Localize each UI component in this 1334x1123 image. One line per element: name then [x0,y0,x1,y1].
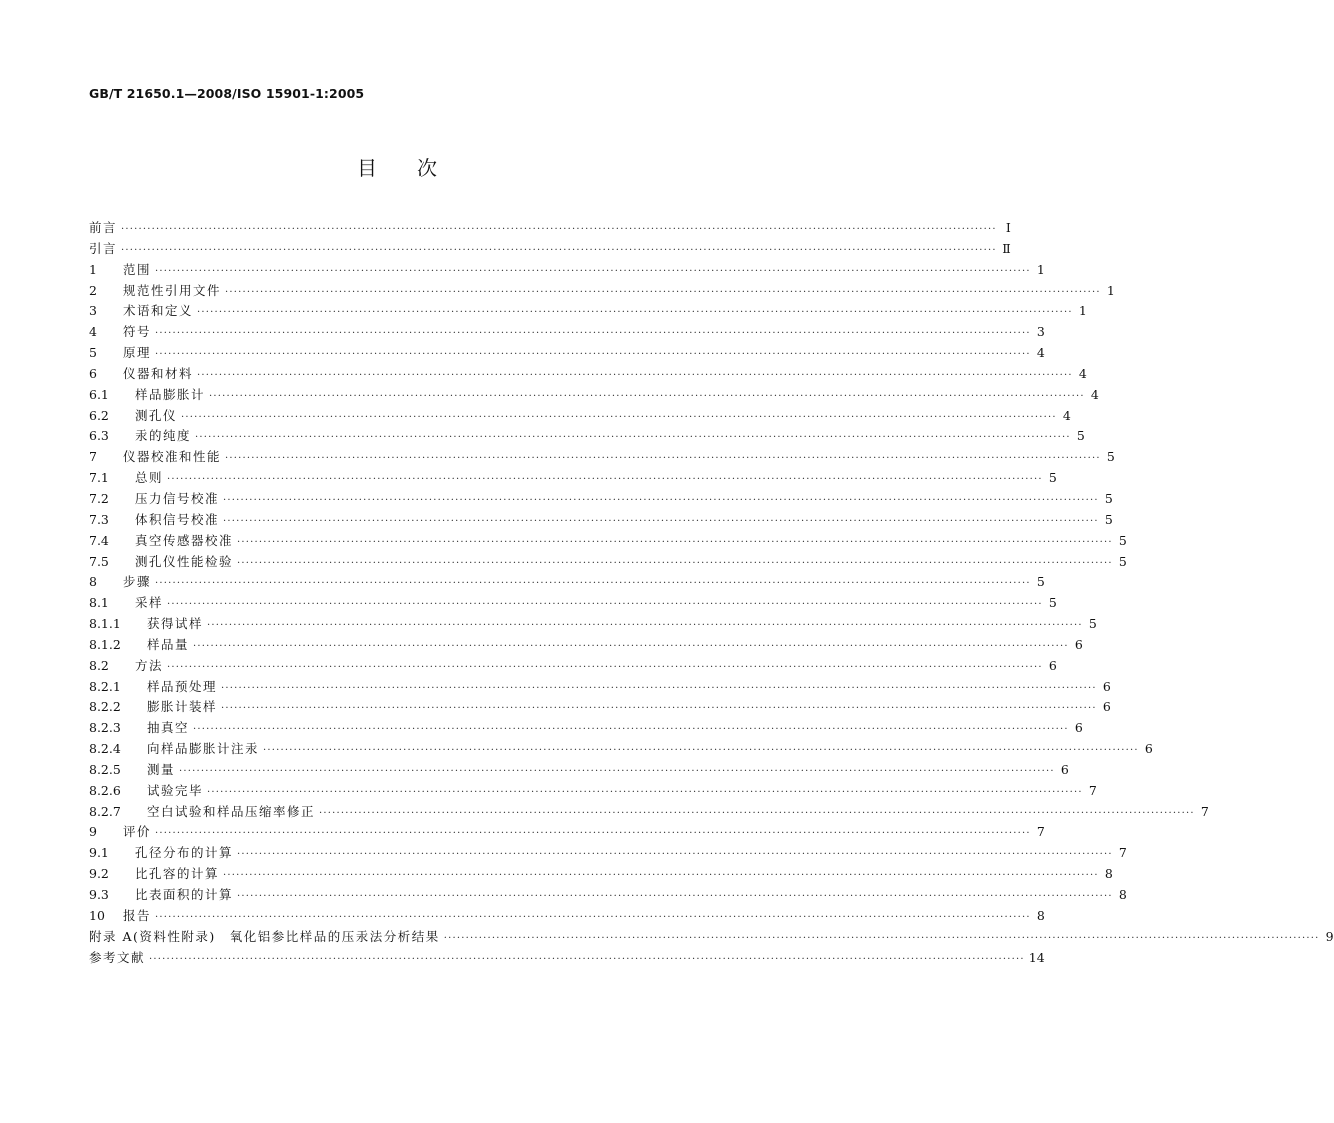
toc-entry-label: 报告 [123,907,152,923]
toc-entry[interactable] [89,802,1209,823]
toc-entry-number: 7.2 [89,490,109,506]
toc-entry-number: 9 [89,824,97,840]
toc-entry-number: 8.2.5 [89,761,121,777]
toc-dot-leader: ········································································································································································································ [209,390,1085,402]
toc-dot-leader: ········································································································································································································ [237,849,1113,861]
toc-entry-page-number: 5 [1048,470,1057,486]
toc-entry[interactable] [89,343,1045,364]
toc-entry-label: 试验完毕 [147,782,204,798]
toc-entry-page-number: 5 [1104,490,1113,506]
toc-dot-leader: ········································································································································································································ [221,682,1097,694]
toc-entry[interactable] [89,843,1127,864]
toc-entry-number: 8.2 [89,657,109,673]
toc-entry[interactable] [89,781,1097,802]
toc-entry-label: 步骤 [123,574,152,590]
toc-entry-page-number: 5 [1076,428,1085,444]
toc-dot-leader: ········································································································································································································ [155,578,1031,590]
toc-entry-page-number: 5 [1088,616,1097,632]
toc-entry-number: 9.3 [89,887,109,902]
toc-dot-leader: ········································································································································································································ [121,224,997,235]
toc-entry[interactable] [89,718,1083,739]
toc-entry-page-number: 4 [1078,365,1087,381]
toc-entry[interactable] [89,656,1057,677]
toc-entry-page-number: I [1005,220,1011,235]
toc-entry[interactable] [89,927,1334,948]
toc-entry-number: 7.3 [89,511,109,527]
toc-entry-label: 总则 [135,470,164,486]
toc-entry-label: 方法 [135,657,164,673]
toc-entry-number: 8.2.6 [89,782,121,798]
toc-entry-number: 7.1 [89,470,109,486]
toc-entry-label: 样品膨胀计 [135,386,206,402]
toc-entry-label: 空白试验和样品压缩率修正 [147,803,316,819]
toc-entry-label: 规范性引用文件 [123,282,222,298]
toc-dot-leader: ········································································································································································································ [319,807,1195,819]
toc-entry-number: 6.1 [89,386,109,402]
toc-entry-number: 6 [89,365,97,381]
standard-code-header: GB/T 21650.1—2008/ISO 15901-1:2005 [89,86,365,101]
table-of-contents [89,218,1334,968]
toc-entry[interactable] [89,239,1011,260]
toc-entry-label: 评价 [123,824,152,840]
toc-entry-label: 样品量 [147,636,190,652]
toc-dot-leader: ········································································································································································································ [237,536,1113,548]
toc-entry-label: 参考文献 [89,949,146,965]
toc-entry[interactable] [89,552,1127,573]
toc-entry[interactable] [89,593,1057,614]
toc-entry-page-number: 4 [1062,407,1071,423]
toc-entry[interactable] [89,906,1045,927]
toc-entry-label: 汞的纯度 [135,428,192,444]
toc-dot-leader: ········································································································································································································ [237,557,1113,569]
toc-entry[interactable] [89,468,1057,489]
toc-entry-label: 比孔容的计算 [135,866,220,882]
toc-entry[interactable] [89,864,1113,885]
toc-entry-page-number: 6 [1102,699,1111,715]
toc-entry-page-number: 7 [1088,782,1097,798]
toc-dot-leader: ········································································································································································································ [197,369,1073,381]
toc-entry-page-number: 8 [1104,866,1113,882]
toc-entry-number: 8.1.1 [89,616,121,632]
toc-entry-page-number: 5 [1048,595,1057,611]
toc-entry[interactable] [89,572,1045,593]
toc-entry-label: 体积信号校准 [135,511,220,527]
toc-entry-number: 8.2.7 [89,803,121,819]
toc-entry-page-number: 5 [1036,574,1045,590]
toc-entry[interactable] [89,614,1097,635]
toc-entry[interactable] [89,822,1045,843]
toc-dot-leader: ········································································································································································································ [223,494,1099,506]
toc-entry-label: 仪器校准和性能 [123,449,222,465]
toc-entry[interactable] [89,489,1113,510]
toc-entry-number: 8.2.1 [89,678,121,694]
toc-entry-label: 比表面积的计算 [135,887,234,902]
toc-entry[interactable] [89,447,1115,468]
toc-entry-number: 7.5 [89,553,109,569]
toc-dot-leader: ········································································································································································································ [193,724,1069,736]
toc-entry[interactable] [89,426,1085,447]
toc-entry[interactable] [89,322,1045,343]
toc-entry-number: 6.3 [89,428,109,444]
toc-entry-label: 测量 [147,761,176,777]
toc-dot-leader: ········································································································································································································ [221,703,1097,715]
toc-entry-page-number: 8 [1118,887,1127,902]
toc-entry-number: 7 [89,449,97,465]
toc-dot-leader: ········································································································································································································ [207,620,1083,632]
toc-entry[interactable] [89,948,1045,969]
toc-entry-number: 4 [89,324,97,340]
toc-dot-leader: ········································································································································································································ [167,661,1043,673]
toc-entry-number: 8.1.2 [89,636,121,652]
toc-dot-leader: ········································································································································································································ [167,474,1043,486]
toc-dot-leader: ········································································································································································································ [197,307,1073,319]
toc-entry-number: 9.2 [89,866,109,882]
toc-entry-page-number: 6 [1074,720,1083,736]
toc-entry-page-number: 4 [1090,386,1099,402]
toc-entry-label: 样品预处理 [147,678,218,694]
toc-entry-page-number: 5 [1118,532,1127,548]
toc-dot-leader: ········································································································································································································ [195,432,1071,444]
toc-dot-leader: ········································································································································································································ [223,515,1099,527]
toc-entry-page-number: 9 [1325,928,1334,944]
toc-entry-page-number: 6 [1060,761,1069,777]
toc-dot-leader: ········································································································································································································ [155,349,1031,361]
toc-entry-page-number: 6 [1102,678,1111,694]
toc-entry-label: 符号 [123,324,152,340]
toc-dot-leader: ········································································································································································································ [155,265,1031,277]
toc-entry[interactable] [89,260,1045,281]
toc-dot-leader: ········································································································································································································ [263,745,1139,757]
toc-entry[interactable] [89,885,1127,906]
toc-entry-label: 范围 [123,261,152,277]
toc-dot-leader: ········································································································································································································ [193,640,1069,652]
toc-entry[interactable] [89,739,1153,760]
toc-dot-leader: ········································································································································································································ [179,765,1055,777]
toc-entry[interactable] [89,760,1069,781]
toc-dot-leader: ········································································································································································································ [167,599,1043,611]
toc-entry[interactable] [89,364,1087,385]
toc-entry-label: 采样 [135,595,164,611]
toc-dot-leader: ········································································································································································································ [225,453,1101,465]
toc-entry-number: 7.4 [89,532,109,548]
toc-dot-leader: ········································································································································································································ [225,286,1101,298]
toc-entry-page-number: 6 [1144,741,1153,757]
toc-entry-page-number: 5 [1106,449,1115,465]
toc-dot-leader: ········································································································································································································ [223,870,1099,882]
toc-entry[interactable] [89,635,1083,656]
toc-entry-label: 孔径分布的计算 [135,845,234,861]
toc-entry-page-number: 3 [1036,324,1045,340]
toc-entry-page-number: 4 [1036,345,1045,361]
toc-entry-label: 仪器和材料 [123,365,194,381]
toc-entry-label: 原理 [123,345,152,361]
toc-dot-leader: ········································································································································································································ [155,328,1031,340]
toc-entry-page-number: 8 [1036,907,1045,923]
toc-entry-label: 压力信号校准 [135,490,220,506]
toc-entry-label: 术语和定义 [123,303,194,319]
toc-entry-page-number: 14 [1028,949,1045,965]
toc-entry-number: 8 [89,574,97,590]
toc-entry-number: 8.2.3 [89,720,121,736]
toc-entry-label: 测孔仪性能检验 [135,553,234,569]
toc-entry-number: 8.2.2 [89,699,121,715]
toc-entry[interactable] [89,218,1011,239]
toc-dot-leader: ········································································································································································································ [149,953,1025,965]
toc-entry-number: 10 [89,907,105,923]
toc-entry-number: 2 [89,282,97,298]
toc-entry-label: 真空传感器校准 [135,532,234,548]
toc-entry-number: 3 [89,303,97,319]
toc-entry-page-number: 1 [1036,261,1045,277]
toc-entry-page-number: 1 [1078,303,1087,319]
toc-entry[interactable] [89,301,1087,322]
toc-dot-leader: ········································································································································································································ [181,411,1057,423]
toc-entry-page-number: 7 [1118,845,1127,861]
toc-entry[interactable] [89,406,1071,427]
toc-entry[interactable] [89,697,1111,718]
toc-entry[interactable] [89,531,1127,552]
toc-dot-leader: ········································································································································································································ [237,891,1113,902]
toc-entry-page-number: 5 [1118,553,1127,569]
toc-dot-leader: ········································································································································································································ [207,786,1083,798]
toc-entry-page-number: 7 [1036,824,1045,840]
toc-entry-label: 前言 [89,220,118,235]
toc-entry-page-number: 5 [1104,511,1113,527]
toc-entry-page-number: 6 [1048,657,1057,673]
toc-entry[interactable] [89,677,1111,698]
toc-dot-leader: ········································································································································································································ [121,244,997,256]
toc-entry-number: 8.1 [89,595,109,611]
toc-entry-label: 抽真空 [147,720,190,736]
toc-entry-page-number: Ⅱ [1002,240,1011,256]
toc-dot-leader: ········································································································································································································ [443,932,1320,944]
page-title: 目次 [357,156,477,180]
toc-entry-number: 8.2.4 [89,741,121,757]
toc-entry-page-number: 7 [1200,803,1209,819]
toc-entry[interactable] [89,385,1099,406]
toc-entry-number: 5 [89,345,97,361]
toc-entry-number: 9.1 [89,845,109,861]
toc-entry-label: 附录 A(资料性附录) 氧化铝参比样品的压汞法分析结果 [89,928,440,944]
toc-entry-page-number: 1 [1106,282,1115,298]
toc-entry-label: 引言 [89,240,118,256]
toc-entry[interactable] [89,281,1115,302]
toc-dot-leader: ········································································································································································································ [155,828,1031,840]
toc-entry-label: 膨胀计装样 [147,699,218,715]
toc-entry[interactable] [89,510,1113,531]
toc-dot-leader: ········································································································································································································ [155,911,1031,923]
toc-entry-label: 向样品膨胀计注汞 [147,741,260,757]
toc-entry-page-number: 6 [1074,636,1083,652]
toc-entry-number: 6.2 [89,407,109,423]
toc-entry-label: 获得试样 [147,616,204,632]
toc-entry-number: 1 [89,261,97,277]
toc-entry-label: 测孔仪 [135,407,178,423]
